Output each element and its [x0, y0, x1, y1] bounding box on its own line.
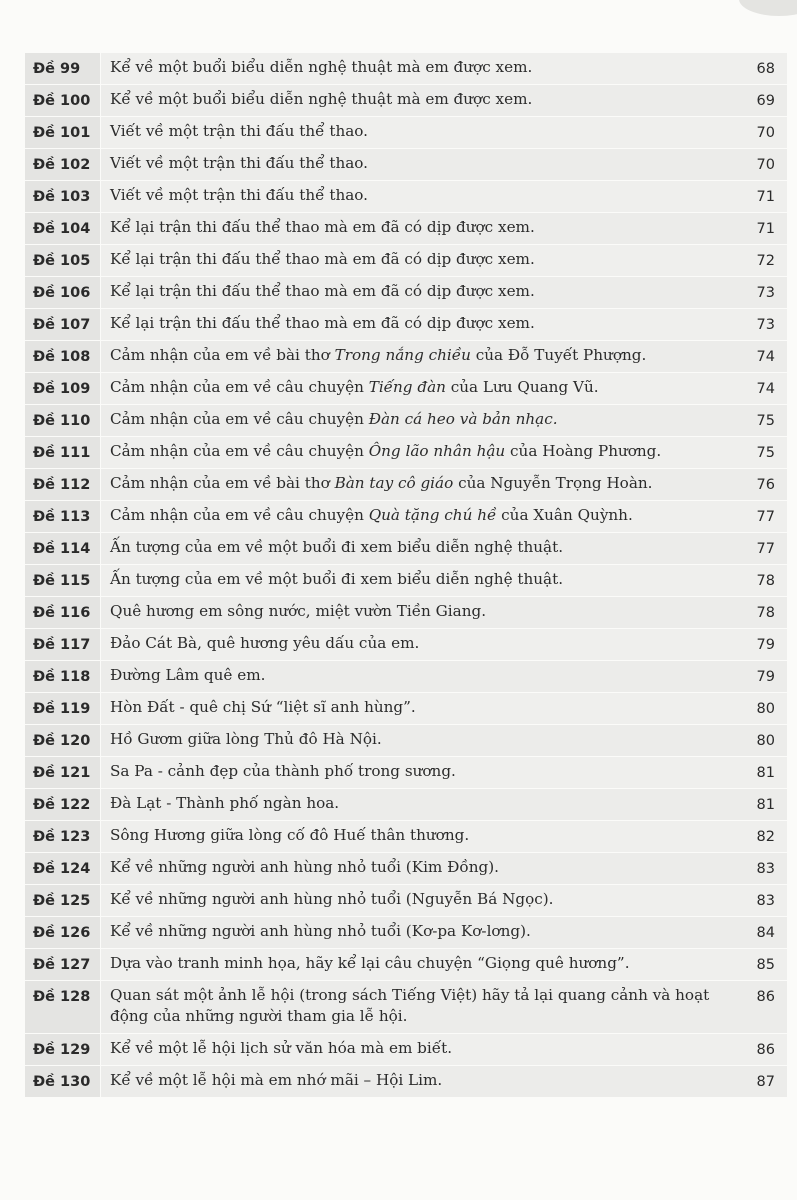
- toc-title: Sông Hương giữa lòng cố đô Huế thân thương.: [110, 826, 470, 844]
- toc-row[interactable]: [25, 117, 787, 149]
- toc-title: Kể về những người anh hùng nhỏ tuổi (Kơ-pa Kơ-lơng).: [110, 922, 531, 940]
- toc-row[interactable]: [25, 85, 787, 117]
- toc-title: Kể về một lễ hội mà em nhớ mãi – Hội Lim.: [110, 1071, 443, 1089]
- toc-title: Hòn Đất - quê chị Sứ “liệt sĩ anh hùng”.: [110, 698, 416, 716]
- toc-title: Ấn tượng của em về một buổi đi xem biểu diễn nghệ thuật.: [110, 538, 564, 556]
- toc-row[interactable]: [25, 373, 787, 405]
- toc-title: Kể lại trận thi đấu thể thao mà em đã có dịp được xem.: [110, 282, 535, 300]
- toc-title: Cảm nhận của em về bài thơ Bàn tay cô giáo của Nguyễn Trọng Hoàn.: [110, 474, 653, 492]
- toc-row[interactable]: [25, 341, 787, 373]
- toc-page: 83: [756, 861, 775, 877]
- toc-number: Đề 99: [25, 53, 101, 84]
- toc-page: 77: [756, 541, 775, 557]
- toc-number: Đề 117: [25, 629, 101, 660]
- toc-number: Đề 114: [25, 533, 101, 564]
- toc-number: Đề 116: [25, 597, 101, 628]
- toc-number: Đề 127: [25, 949, 101, 980]
- toc-number: Đề 119: [25, 693, 101, 724]
- toc-page: 71: [756, 189, 775, 205]
- toc-page: 84: [756, 925, 775, 941]
- toc-row[interactable]: [25, 597, 787, 629]
- toc-page: 81: [756, 765, 775, 781]
- toc-number: Đề 106: [25, 277, 101, 308]
- toc-title: Kể về một buổi biểu diễn nghệ thuật mà em được xem.: [110, 90, 533, 108]
- toc-page: 78: [756, 605, 775, 621]
- toc-title: Hồ Gươm giữa lòng Thủ đô Hà Nội.: [110, 730, 382, 748]
- toc-number: Đề 121: [25, 757, 101, 788]
- toc-page: 80: [756, 733, 775, 749]
- toc-row[interactable]: [25, 437, 787, 469]
- toc-title: Sa Pa - cảnh đẹp của thành phố trong sương.: [110, 762, 456, 780]
- toc-number: Đề 102: [25, 149, 101, 180]
- toc-title: Đường Lâm quê em.: [110, 666, 266, 684]
- toc-title: Kể về những người anh hùng nhỏ tuổi (Nguyễn Bá Ngọc).: [110, 890, 554, 908]
- toc-title: Cảm nhận của em về câu chuyện Tiếng đàn của Lưu Quang Vũ.: [110, 378, 599, 396]
- toc-title: Kể về những người anh hùng nhỏ tuổi (Kim Đồng).: [110, 858, 499, 876]
- toc-row[interactable]: [25, 181, 787, 213]
- toc-row[interactable]: [25, 789, 787, 821]
- toc-number: Đề 128: [25, 981, 101, 1033]
- toc-number: Đề 118: [25, 661, 101, 692]
- toc-row[interactable]: [25, 501, 787, 533]
- toc-row[interactable]: [25, 533, 787, 565]
- toc-row[interactable]: [25, 629, 787, 661]
- toc-row[interactable]: [25, 53, 787, 85]
- toc-number: Đề 115: [25, 565, 101, 596]
- toc-page: 69: [756, 93, 775, 109]
- toc-number: Đề 122: [25, 789, 101, 820]
- toc-number: Đề 129: [25, 1034, 101, 1065]
- toc-row[interactable]: [25, 565, 787, 597]
- toc-page: 87: [756, 1074, 775, 1090]
- toc-row[interactable]: [25, 405, 787, 437]
- toc-number: Đề 105: [25, 245, 101, 276]
- toc-number: Đề 103: [25, 181, 101, 212]
- toc-number: Đề 101: [25, 117, 101, 148]
- toc-row[interactable]: [25, 853, 787, 885]
- toc-page: 76: [756, 477, 775, 493]
- toc-title: Cảm nhận của em về câu chuyện Đàn cá heo và bản nhạc.: [110, 410, 558, 428]
- toc-page: 75: [756, 445, 775, 461]
- toc-row[interactable]: [25, 469, 787, 501]
- toc-title: Cảm nhận của em về câu chuyện Ông lão nhân hậu của Hoàng Phương.: [110, 442, 662, 460]
- toc-page: 81: [756, 797, 775, 813]
- toc-number: Đề 124: [25, 853, 101, 884]
- toc-page: 79: [756, 637, 775, 653]
- toc-row[interactable]: [25, 245, 787, 277]
- toc-page: 73: [756, 285, 775, 301]
- toc-row[interactable]: [25, 949, 787, 981]
- toc-row[interactable]: [25, 149, 787, 181]
- toc-page: 86: [756, 989, 775, 1005]
- toc-number: Đề 123: [25, 821, 101, 852]
- toc-number: Đề 109: [25, 373, 101, 404]
- toc-title: Đà Lạt - Thành phố ngàn hoa.: [110, 794, 340, 812]
- toc-page: 70: [756, 157, 775, 173]
- toc-number: Đề 120: [25, 725, 101, 756]
- toc-row[interactable]: [25, 981, 787, 1034]
- toc-row[interactable]: [25, 885, 787, 917]
- toc-row[interactable]: [25, 725, 787, 757]
- toc-page: 79: [756, 669, 775, 685]
- toc-number: Đề 100: [25, 85, 101, 116]
- toc-title: Cảm nhận của em về bài thơ Trong nắng chiều của Đỗ Tuyết Phượng.: [110, 346, 647, 364]
- toc-number: Đề 111: [25, 437, 101, 468]
- toc-page: 83: [756, 893, 775, 909]
- toc-page: 86: [756, 1042, 775, 1058]
- toc-number: Đề 108: [25, 341, 101, 372]
- toc-row[interactable]: [25, 1034, 787, 1066]
- toc-title: Kể về một lễ hội lịch sử văn hóa mà em biết.: [110, 1039, 453, 1057]
- toc-page: 73: [756, 317, 775, 333]
- toc-page: 74: [756, 381, 775, 397]
- toc-number: Đề 107: [25, 309, 101, 340]
- toc-number: Đề 125: [25, 885, 101, 916]
- toc-row[interactable]: [25, 917, 787, 949]
- toc-number: Đề 130: [25, 1066, 101, 1097]
- toc-page: 70: [756, 125, 775, 141]
- toc-page: 77: [756, 509, 775, 525]
- toc-title: Kể lại trận thi đấu thể thao mà em đã có dịp được xem.: [110, 250, 535, 268]
- toc-page: 75: [756, 413, 775, 429]
- toc-page: 82: [756, 829, 775, 845]
- toc-row[interactable]: [25, 757, 787, 789]
- toc-row[interactable]: [25, 693, 787, 725]
- toc-number: Đề 112: [25, 469, 101, 500]
- toc-page: 85: [756, 957, 775, 973]
- toc-title: Viết về một trận thi đấu thể thao.: [110, 122, 368, 140]
- toc-title: Dựa vào tranh minh họa, hãy kể lại câu chuyện “Giọng quê hương”.: [110, 954, 630, 972]
- toc-title: Đảo Cát Bà, quê hương yêu dấu của em.: [110, 634, 420, 652]
- toc-page: 74: [756, 349, 775, 365]
- toc-row[interactable]: [25, 821, 787, 853]
- toc-title: Cảm nhận của em về câu chuyện Quà tặng chú hề của Xuân Quỳnh.: [110, 506, 633, 524]
- page-corner-shadow: [739, 0, 797, 16]
- toc-page: 71: [756, 221, 775, 237]
- toc-title: Kể lại trận thi đấu thể thao mà em đã có dịp được xem.: [110, 314, 535, 332]
- toc-number: Đề 110: [25, 405, 101, 436]
- toc-page: 80: [756, 701, 775, 717]
- toc-title: Kể về một buổi biểu diễn nghệ thuật mà em được xem.: [110, 58, 533, 76]
- toc-title: Viết về một trận thi đấu thể thao.: [110, 154, 368, 172]
- toc-title: Viết về một trận thi đấu thể thao.: [110, 186, 368, 204]
- toc-row[interactable]: [25, 661, 787, 693]
- toc-title: Kể lại trận thi đấu thể thao mà em đã có dịp được xem.: [110, 218, 535, 236]
- toc-page: 68: [756, 61, 775, 77]
- toc-title: Quan sát một ảnh lễ hội (trong sách Tiếng Việt) hãy tả lại quang cảnh và hoạt động của những người tham gia lễ hội.: [110, 986, 710, 1025]
- toc-number: Đề 126: [25, 917, 101, 948]
- toc-page: 72: [756, 253, 775, 269]
- toc-row[interactable]: [25, 213, 787, 245]
- toc-row[interactable]: [25, 309, 787, 341]
- table-of-contents: [25, 53, 787, 1098]
- toc-title: Quê hương em sông nước, miệt vườn Tiền Giang.: [110, 602, 487, 620]
- toc-number: Đề 113: [25, 501, 101, 532]
- toc-row[interactable]: [25, 277, 787, 309]
- toc-number: Đề 104: [25, 213, 101, 244]
- toc-title: Ấn tượng của em về một buổi đi xem biểu diễn nghệ thuật.: [110, 570, 564, 588]
- toc-page: 78: [756, 573, 775, 589]
- toc-row[interactable]: [25, 1066, 787, 1098]
